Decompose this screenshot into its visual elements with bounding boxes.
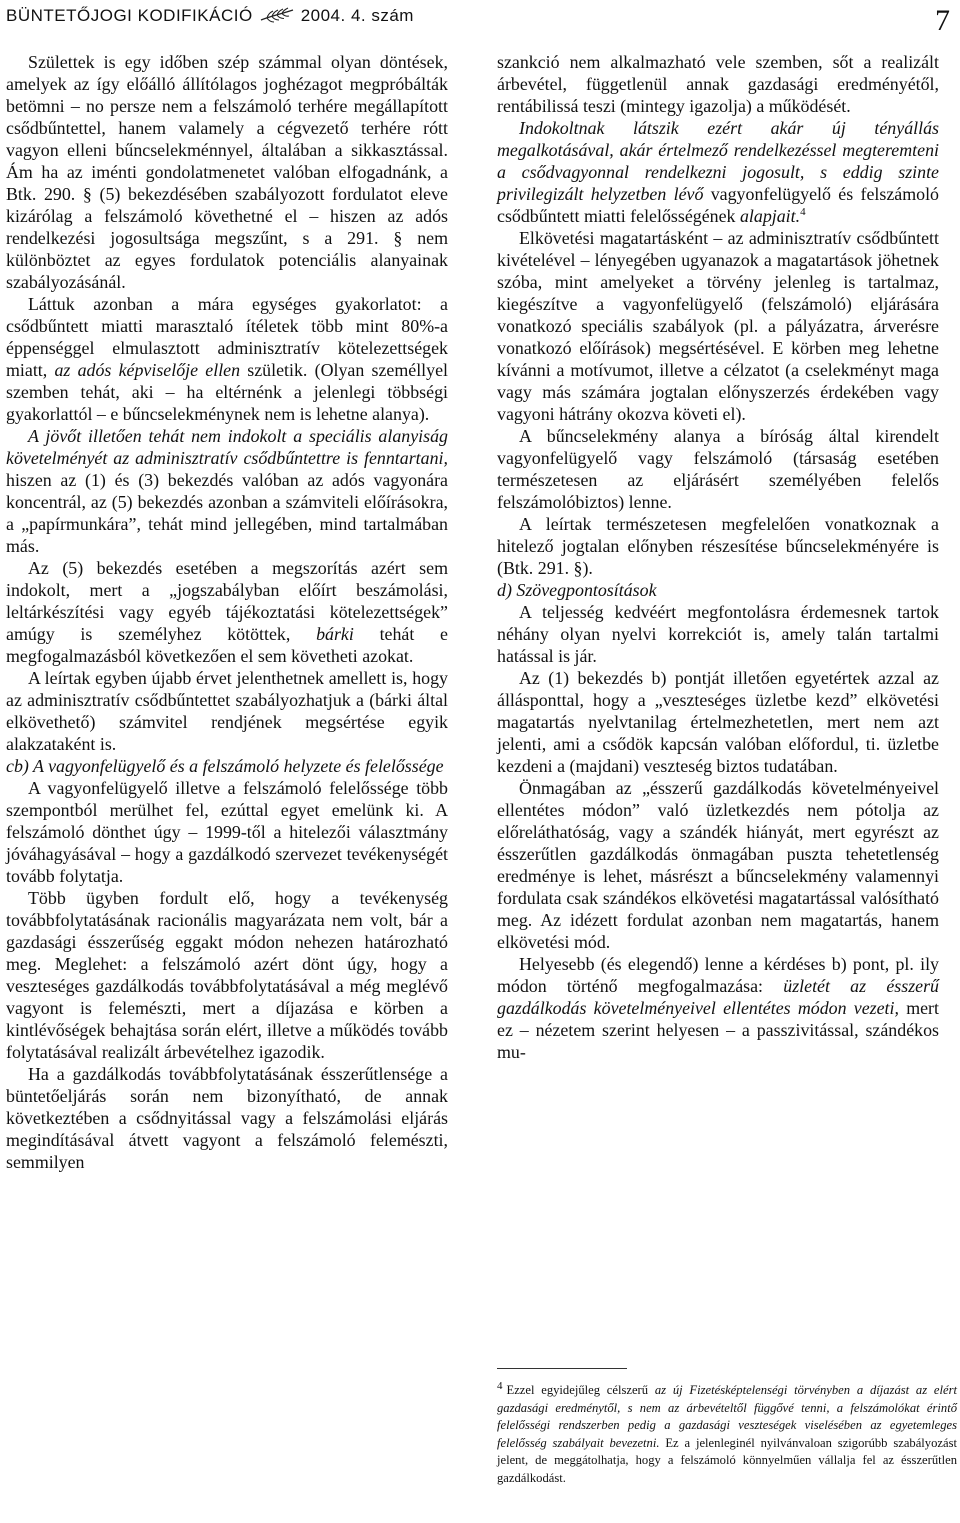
fern-leaf-ornament-icon	[259, 6, 295, 26]
paragraph: Helyesebb (és elegendő) lenne a kérdéses b) pont, pl. ily módon történő megfogalmazása: üzletét az ésszerű gazdálkodás követelményeivel ellentétes módon vezeti, mert ez – nézetem szerint helyesen – a passzivitással, szándékos mu-	[497, 954, 939, 1062]
footnote-divider	[497, 1368, 627, 1369]
paragraph: Több ügyben fordult elő, hogy a tevékenység továbbfolytatásának racionális magyarázata nem volt, bár a gazdasági ésszerűség eggakt módon nehezen határozható meg. Meglehet: a felszámoló azért dönt úgy, hogy a veszteséges gazdálkodás továbbfolytatásával a még meglévő vagyont is felemészti, mert a díjazása e körben a kintlévőségek behajtása során elért, illetve a működés tovább folytatásával realizált árbevételhez igazodik.	[6, 888, 448, 1062]
left-column	[6, 51, 448, 1173]
section-heading: cb) A vagyonfelügyelő és a felszámoló helyzete és felelőssége	[6, 756, 444, 776]
paragraph: A vagyonfelügyelő illetve a felszámoló felelőssége több szempontból merülhet fel, ezúttal egyet emelünk ki. A felszámoló dönthet úgy – 1999-től a hitelezői választmány jóváhagyásával – hogy a gazdálkodó szervezet tevékenységét tovább folytatja.	[6, 778, 448, 886]
journal-title: BÜNTETŐJOGI KODIFIKÁCIÓ	[6, 6, 253, 25]
footnote-marker: 4	[800, 206, 806, 219]
footnote-number: 4	[497, 1379, 503, 1392]
paragraph: Láttuk azonban a mára egységes gyakorlatot: a csődbűntett miatti marasztaló ítéletek több mint 80%-a éppenséggel elmulasztott adminisztratív kötelezettségek miatt, az adós képviselője ellen születik. (Olyan személlyel szemben tehát, aki – ha eltérnénk a jelenlegi többségi gyakorlattól – e bűncselekménynek nem is lehetne alanya).	[6, 294, 449, 424]
issue-label: 2004. 4. szám	[300, 6, 414, 25]
page-number: 7	[935, 4, 950, 37]
paragraph: Az (1) bekezdés b) pontját illetően egyetértek azzal az állásponttal, hogy a „veszteséges üzletbe kezd” elkövetési magatartás nyelvtanilag értelmezhetetlen, mert nem azt jelenti, ami a csődök kapcsán valóban előfordul, ti. üzletbe kezdeni a (majdani) veszteség biztos tudatában.	[497, 668, 939, 776]
paragraph: A leírtak természetesen megfelelően vonatkoznak a hitelező jogtalan előnyben részesítése bűncselekményére is (Btk. 291. §).	[497, 514, 939, 578]
running-header	[6, 6, 414, 26]
paragraph: Ha a gazdálkodás továbbfolytatásának ésszerűtlensége a büntetőeljárás során nem bizonyítható, de annak következtében a csődnyitással vagy a felszámolási eljárás megindításával átvett vagyont a felszámoló felemészti, semmilyen	[6, 1064, 448, 1172]
paragraph: A jövőt illetően tehát nem indokolt a speciális alanyiság követelményét az adminisztratív csődbűntettre is fenntartani, hiszen az (1) és (3) bekezdés valóban az adós vagyonára koncentrál, az (5) bekezdés azonban a számviteli előírásokra, a „papírmunkára”, tehát mind jellegében, mind tartalmában más.	[6, 426, 448, 556]
paragraph: A bűncselekmény alanya a bíróság által kirendelt vagyonfelügyelő vagy felszámoló (társaság esetében természetesen az eljárásért személyében felelős felszámolóbiztos) lenne.	[497, 426, 939, 512]
paragraph: Születtek is egy időben szép számmal olyan döntések, amelyek az így előálló állítólagos joghézagot megpróbálták betömni – no persze nem a felszámoló terhére megállapított csődbűntettel, hanem valamely a cégvezető terhére rótt vagyon elleni bűncselekménnyel, általában a sikkasztással. Ám ha az iménti gondolatmenetet valóban elfogadnánk, a Btk. 290. § (5) bekezdésében szabályozott fordulatot eleve kizárólag a felszámoló követhetné el – hiszen az adós rendelkezési jogosultsága megszűnt, s a 291. § nem különböztet az egyes fordulatok potenciális alanyainak szabályozásánál.	[6, 52, 448, 292]
right-column	[497, 51, 939, 1063]
paragraph: A leírtak egyben újabb érvet jelenthetnek amellett is, hogy az adminisztratív csődbűntettet szabályozhatjuk a (bárki által elkövethető) számvitel rendjének megsértése egyik alakzataként is.	[6, 668, 448, 754]
footnote: 4 Ezzel egyidejűleg célszerű az új Fizetésképtelenségi törvényben a díjazást az elért gazdasági eredménytől, s nem az árbevételtől függővé tenni, a felszámolókat érintő felelősségi rendszerben pedig a gazdasági veszteségek viselésében az egyetemleges felelősség szabályait bevezetni. Ez a jelenleginél nyilvánvaloan szigorúbb szabályozást jelent, de meggátolhatja, hogy a felszámoló könnyelműen vállalja fel az ésszerűtlen gazdálkodást.	[497, 1379, 958, 1485]
paragraph: Elkövetési magatartásként – az adminisztratív csődbűntett kivételével – lényegében ugyanazok a magatartások jöhetnek szóba, mint amelyeket a törvény jelenleg is tartalmaz, kiegészítve a vagyonfelügyelő (felszámoló) eljárására vonatkozó speciális szabályok (pl. a pályázatra, árverésre vonatkozó előírások) megsértésével. E körben meg lehetne kívánni a motívumot, illetve a célzatot (a cselekményt maga vagy más számára jogtalan előnyszerzés érdekében vagy vagyoni hátrány okozva követi el).	[497, 228, 939, 424]
paragraph: A teljesség kedvéért megfontolásra érdemesnek tartok néhány olyan nyelvi korrekciót is, amely talán tartalmi hatással is jár.	[497, 602, 939, 666]
paragraph: Önmagában az „ésszerű gazdálkodás követelményeivel ellentétes módon” való üzletkezdés nem pótolja az előreláthatóság, vagy a szándék hiányát, mert egyrészt az ésszerűtlen gazdálkodás önmagában puszta tehetetlenség eredménye is lehet, másrészt a bűncselekmény valamennyi fordulata csak szándékos elkövetési magatartással valósítható meg. Az idézett fordulat azonban nem magatartás, hanem elkövetési mód.	[497, 778, 939, 952]
section-heading: d) Szövegpontosítások	[497, 580, 657, 600]
paragraph: szankció nem alkalmazható vele szemben, sőt a realizált árbevétel, függetlenül annak gazdasági eredményétől, rentábilissá teszi (mintegy igazolja) a működését.	[497, 52, 939, 116]
paragraph: Az (5) bekezdés esetében a megszorítás azért sem indokolt, mert a „jogszabályban előírt beszámolási, leltárkészítési vagy egyéb tájékoztatási kötelezettségek” amúgy is személyhez kötöttek, bárki tehát e megfogalmazásból következően el sem követheti azokat.	[6, 558, 448, 666]
paragraph: Indokoltnak látszik ezért akár új tényállás megalkotásával, akár értelmező rendelkezéssel megteremteni a csődvagyonnal rendelkezni jogosult, s eddig szinte privilegizált helyzetben lévő vagyonfelügyelő és felszámoló csődbűntett miatti felelősségének alapjait.$^4$	[497, 118, 939, 226]
